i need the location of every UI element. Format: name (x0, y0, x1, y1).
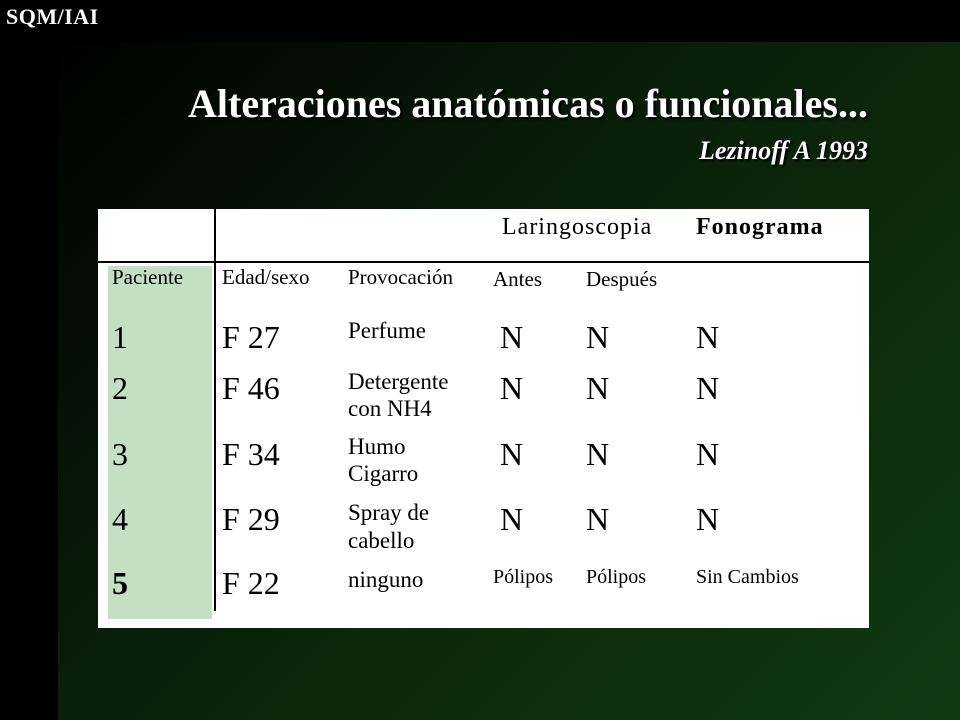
column-header-paciente: Paciente (112, 265, 184, 289)
row-4-provocacion-line2: cabello (348, 528, 415, 553)
row-5-provocacion: ninguno (348, 567, 424, 592)
slide-title: Alteraciones anatómicas o funcionales... (188, 81, 868, 126)
row-1-despues: N (586, 319, 610, 355)
row-4-antes: N (500, 501, 524, 537)
group-header-fonograma: Fonograma (696, 214, 824, 240)
row-1-antes: N (500, 319, 524, 355)
row-4-provocacion-line1: Spray de (348, 500, 430, 525)
row-1-fonograma: N (696, 319, 720, 355)
data-table (98, 209, 869, 628)
row-3-fonograma: N (696, 436, 720, 472)
header-tag: SQM/IAI (6, 4, 99, 29)
row-5-despues: Pólipos (586, 566, 647, 588)
row-3-provocacion-line1: Humo (348, 434, 406, 459)
row-5-fonograma: Sin Cambios (696, 566, 799, 588)
row-2-edad-sexo: F 46 (222, 370, 280, 406)
row-3-provocacion-line2: Cigarro (348, 461, 419, 486)
row-1-provocacion: Perfume (348, 318, 426, 343)
table-vertical-divider (214, 209, 216, 611)
row-2-fonograma: N (696, 370, 720, 406)
column-header-edad-sexo: Edad/sexo (222, 265, 310, 289)
row-4-paciente: 4 (112, 501, 128, 537)
column-header-provocacion: Provocación (348, 265, 453, 289)
row-5-edad-sexo: F 22 (222, 565, 280, 601)
row-5-antes: Pólipos (493, 566, 554, 588)
row-4-despues: N (586, 501, 610, 537)
group-header-laringoscopia: Laringoscopia (502, 214, 653, 240)
row-1-paciente: 1 (112, 319, 128, 355)
column-header-antes: Antes (493, 267, 542, 291)
table-horizontal-divider (98, 261, 869, 263)
row-2-antes: N (500, 370, 524, 406)
row-3-edad-sexo: F 34 (222, 436, 280, 472)
row-5-paciente: 5 (112, 565, 128, 601)
row-1-edad-sexo: F 27 (222, 319, 280, 355)
slide-subtitle: Lezinoff A 1993 (698, 136, 868, 165)
row-2-provocacion-line1: Detergente (348, 369, 449, 394)
row-2-despues: N (586, 370, 610, 406)
row-2-paciente: 2 (112, 370, 128, 406)
row-4-fonograma: N (696, 501, 720, 537)
row-2-provocacion-line2: con NH4 (348, 396, 432, 421)
row-3-paciente: 3 (112, 436, 128, 472)
column-header-despues: Después (586, 267, 658, 291)
row-4-edad-sexo: F 29 (222, 501, 280, 537)
row-3-antes: N (500, 436, 524, 472)
row-3-despues: N (586, 436, 610, 472)
